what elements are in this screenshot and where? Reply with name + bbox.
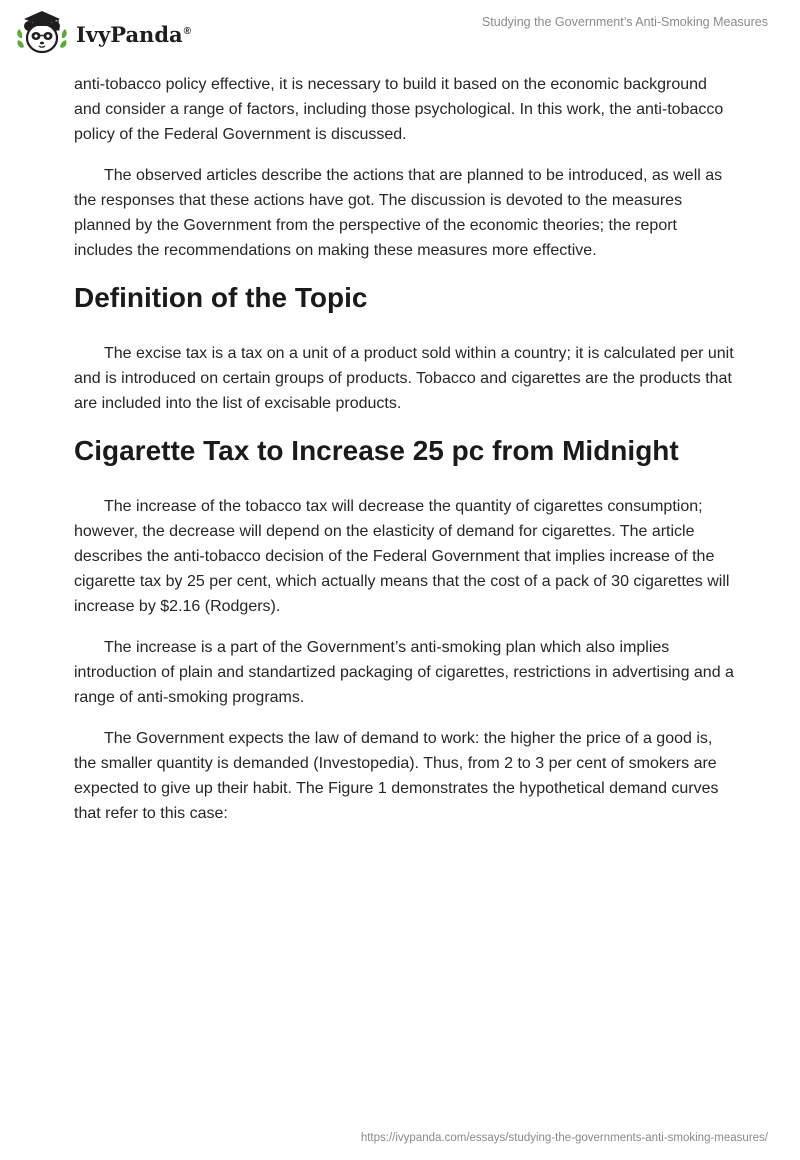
brand-name-text: IvyPanda: [76, 21, 183, 47]
paragraph: The Government expects the law of demand to work: the higher the price of a good is, the smaller quantity is demanded (Investopedia). Thus, from 2 to 3 per cent of smokers are expected to give up their habit. The Figure 1 demonstrates the hypothetical demand curves that refer to this case:: [74, 730, 719, 822]
section-heading-cigarette-tax: Cigarette Tax to Increase 25 pc from Midnight: [74, 435, 679, 466]
paragraph-continued: anti-tobacco policy effective, it is necessary to build it based on the economic background and consider a range of factors, including those psychological. In this work, the anti-tobacco policy of the Federal Government is discussed.: [74, 76, 724, 143]
footer-source-url[interactable]: https://ivypanda.com/essays/studying-the-governments-anti-smoking-measures/: [360, 1132, 768, 1144]
section-heading-definition: Definition of the Topic: [74, 282, 368, 313]
page-header: [0, 0, 800, 70]
brand-registered-mark: ®: [183, 25, 191, 37]
paragraph: The increase is a part of the Government’s anti-smoking plan which also implies introduction of plain and standartized packaging of cigarettes, restrictions in advertising and a range of anti-smoking programs.: [74, 639, 734, 706]
paragraph: The increase of the tobacco tax will decrease the quantity of cigarettes consumption; however, the decrease will depend on the elasticity of demand for cigarettes. The article describes the anti-tobacco decision of the Federal Government that implies increase of the cigarette tax by 25 per cent, which actually means that the cost of a pack of 30 cigarettes will increase by $2.16 (Rodgers).: [74, 498, 730, 615]
brand-name: [76, 22, 191, 47]
paragraph: The observed articles describe the actions that are planned to be introduced, as well as the responses that these actions have got. The discussion is devoted to the measures planned by the Government from the perspective of the economic theories; the report includes the recommendations on making these measures more effective.: [74, 167, 723, 259]
panda-graduation-cap-icon: [14, 8, 70, 58]
ivypanda-logo[interactable]: [14, 8, 191, 58]
paragraph: The excise tax is a tax on a unit of a product sold within a country; it is calculated per unit and is introduced on certain groups of products. Tobacco and cigarettes are the products that are included into the list of excisable products.: [74, 345, 734, 412]
document-title: Studying the Government’s Anti-Smoking Measures: [481, 15, 768, 29]
essay-content: [74, 72, 734, 842]
